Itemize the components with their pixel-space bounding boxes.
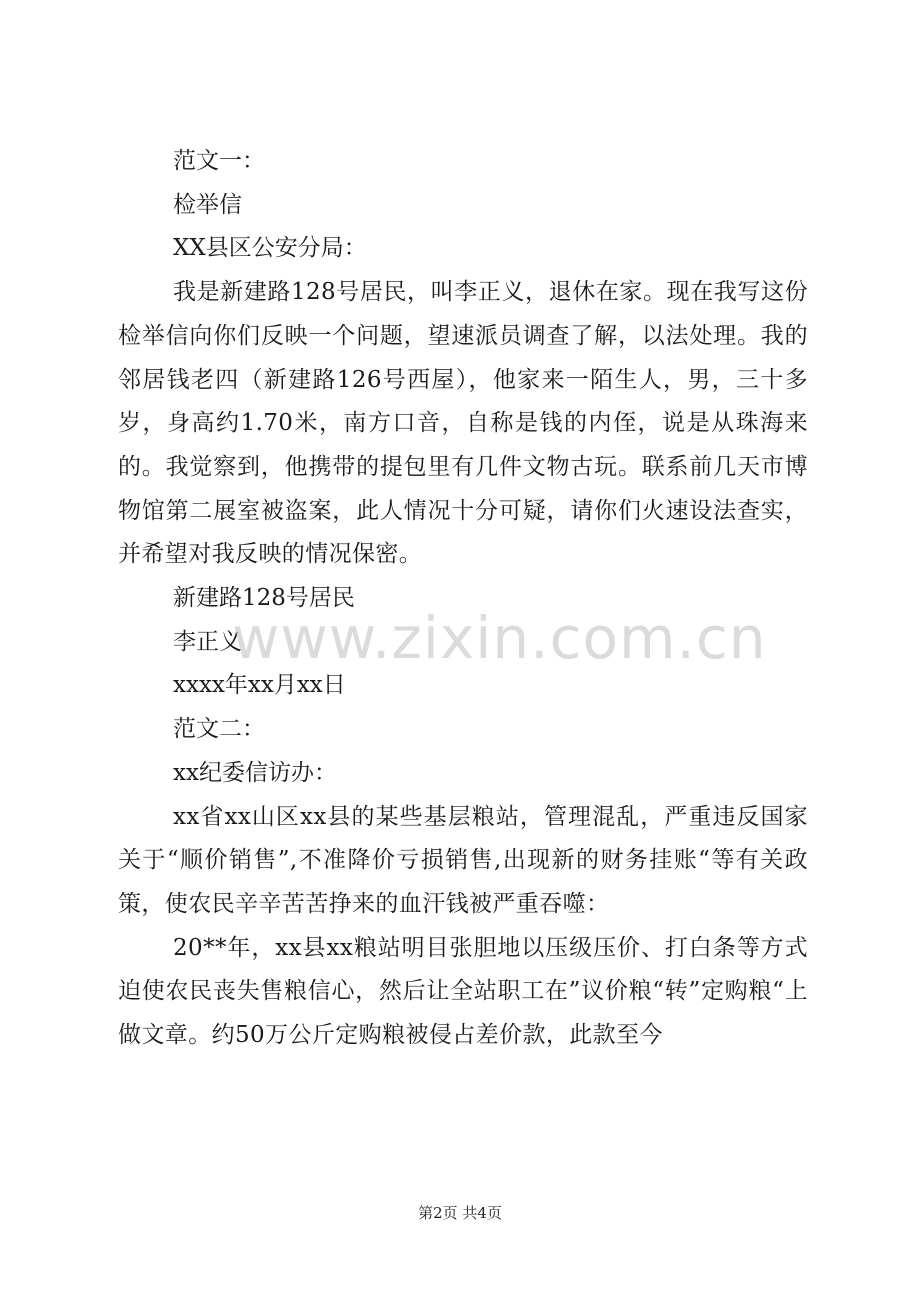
sample2-heading: 范文二： — [173, 716, 265, 743]
sample1-sign-address: 新建路128号居民 — [173, 585, 355, 612]
sample1-sign-name: 李正义 — [173, 628, 242, 655]
site-watermark: www.zixin.com.cn — [232, 604, 767, 672]
sample2-paragraph-1: xx省xx山区xx县的某些基层粮站，管理混乱，严重违反国家关于“顺价销售”,不准降价亏损销售,出现新的财务挂账“等有关政策，使农民辛辛苦苦挣来的血汗钱被严重吞噬： — [118, 803, 808, 917]
sample2-paragraph-2: 20**年，xx县xx粮站明目张胆地以压级压价、打白条等方式迫使农民丧失售粮信心，然后让全站职工在”议价粮“转”定购粮“上做文章。约50万公斤定购粮被侵占差价款，此款至今 — [118, 934, 808, 1049]
sample1-recipient: XX县区公安分局： — [173, 235, 367, 262]
sample2-recipient: xx纪委信访办： — [173, 759, 337, 786]
document-body — [118, 140, 808, 1058]
sample1-title: 检举信 — [173, 191, 242, 218]
sample1-body: 我是新建路128号居民，叫李正义，退休在家。现在我写这份检举信向你们反映一个问题，望速派员调查了解，以法处理。我的邻居钱老四（新建路126号西屋），他家来一陌生人，男，三十多岁，身高约1.70米，南方口音，自称是钱的内侄，说是从珠海来的。我觉察到，他携带的提包里有几件文物古玩。联系前几天市博物馆第二展室被盗案，此人情况十分可疑，请你们火速设法查实，并希望对我反映的情况保密。 — [118, 279, 808, 568]
sample1-heading: 范文一： — [173, 148, 265, 174]
sample1-date: xxxx年xx月xx日 — [173, 672, 346, 699]
page-footer: 第2页 共4页 — [418, 1204, 502, 1222]
